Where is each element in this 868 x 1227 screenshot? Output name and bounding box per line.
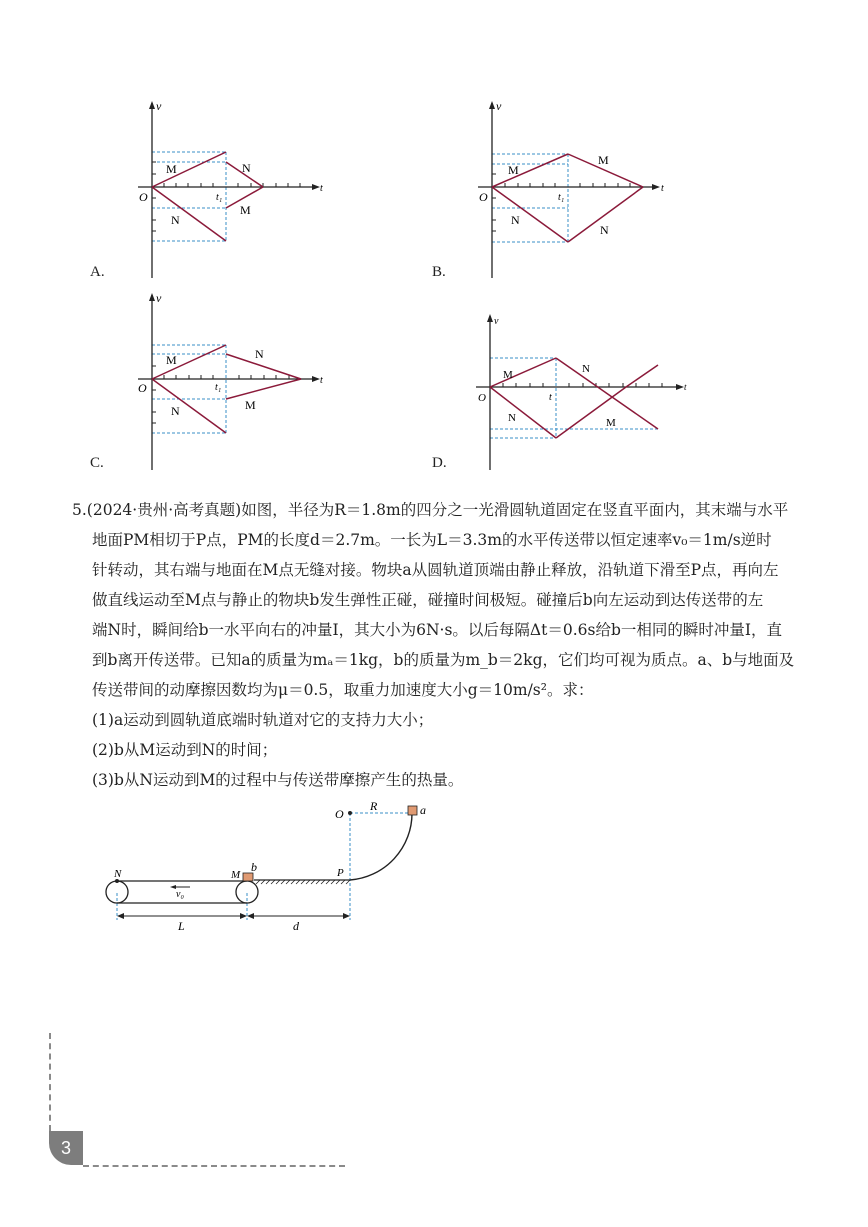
n-label: N [508,412,516,424]
problem-5 [74,495,814,795]
origin-label: O [138,381,147,395]
label-d: d [293,919,299,933]
problem-line: 端N时，瞬间给b一水平向右的冲量I，其大小为6N·s。以后每隔Δt＝0.6s给b一相同的瞬时冲量I，直 [92,621,782,639]
option-c-graph [118,290,338,479]
axis-v-label: v [156,291,162,305]
n-label: N [600,223,609,237]
n-label: N [511,213,520,227]
n-label: N [171,213,180,227]
label-p: P [337,867,344,879]
option-a-graph [118,98,338,287]
problem-line: 到b离开传送带。已知a的质量为mₐ＝1kg，b的质量为m_b＝2kg，它们均可视为质点。a、b与地面及 [92,651,795,669]
m-label: M [598,153,609,167]
problem-number: 5. [72,501,87,519]
option-b-label[interactable]: B. [432,264,446,280]
axis-v-label: v [494,316,499,327]
page-border-dashed [49,1033,51,1131]
problem-line: 传送带间的动摩擦因数均为μ＝0.5，取重力加速度大小g＝10m/s²。求： [92,681,594,699]
label-r: R [370,799,378,813]
label-o: O [335,807,344,821]
t1-label: t₁ [215,382,222,393]
problem-line: 地面PM相切于P点，PM的长度d＝2.7m。一长为L＝3.3m的水平传送带以恒定速率v₀＝1m/s逆时 [92,531,772,549]
m-label: M [606,417,616,429]
axis-t-label: t [661,183,664,194]
origin-label: O [139,190,148,204]
option-b-graph [458,98,678,287]
conveyor-diagram [100,798,440,942]
question-3: (3)b从N运动到M的过程中与传送带摩擦产生的热量。 [92,771,464,789]
problem-source: (2024·贵州·高考真题) [86,501,242,519]
label-l: L [178,919,185,933]
page-border-dashed [83,1165,345,1167]
axis-t-label: t [684,382,687,392]
m-label: M [166,353,177,367]
question-1: (1)a运动到圆轨道底端时轨道对它的支持力大小； [92,711,434,729]
n-label: N [242,161,251,175]
t1-label: t₁ [216,192,223,203]
label-n: N [114,868,122,880]
m-label: M [166,162,177,176]
problem-line: 针转动，其右端与地面在M点无缝对接。物块a从圆轨道顶端由静止释放，沿轨道下滑至P点，再向左 [92,561,779,579]
n-label: N [171,404,180,418]
origin-label: O [478,392,486,404]
m-label: M [240,203,251,217]
axis-v-label: v [156,99,162,113]
axis-t-label: t [320,183,323,194]
m-label: M [508,163,519,177]
label-b: b [251,860,257,874]
m-label: M [245,398,256,412]
n-label: N [255,347,264,361]
label-v0: v₀ [176,889,184,900]
label-a: a [420,803,426,817]
option-d-label[interactable]: D. [432,455,447,471]
page-number: 3 [49,1131,83,1165]
option-a-label[interactable]: A. [90,264,105,280]
label-m: M [231,869,241,881]
problem-line: 做直线运动至M点与静止的物块b发生弹性正碰，碰撞时间极短。碰撞后b向左运动到达传送带的左 [92,591,764,609]
axis-t-label: t [320,375,323,386]
t1-label: t₁ [558,192,565,203]
question-2: (2)b从M运动到N的时间； [92,741,278,759]
t1-label: t [549,392,552,403]
origin-label: O [479,190,488,204]
option-c-label[interactable]: C. [90,455,104,471]
m-label: M [503,369,513,381]
n-label: N [582,363,590,375]
option-d-graph [458,308,698,482]
axis-v-label: v [496,99,502,113]
problem-line: 如图，半径为R＝1.8m的四分之一光滑圆轨道固定在竖直平面内，其末端与水平 [241,501,789,519]
